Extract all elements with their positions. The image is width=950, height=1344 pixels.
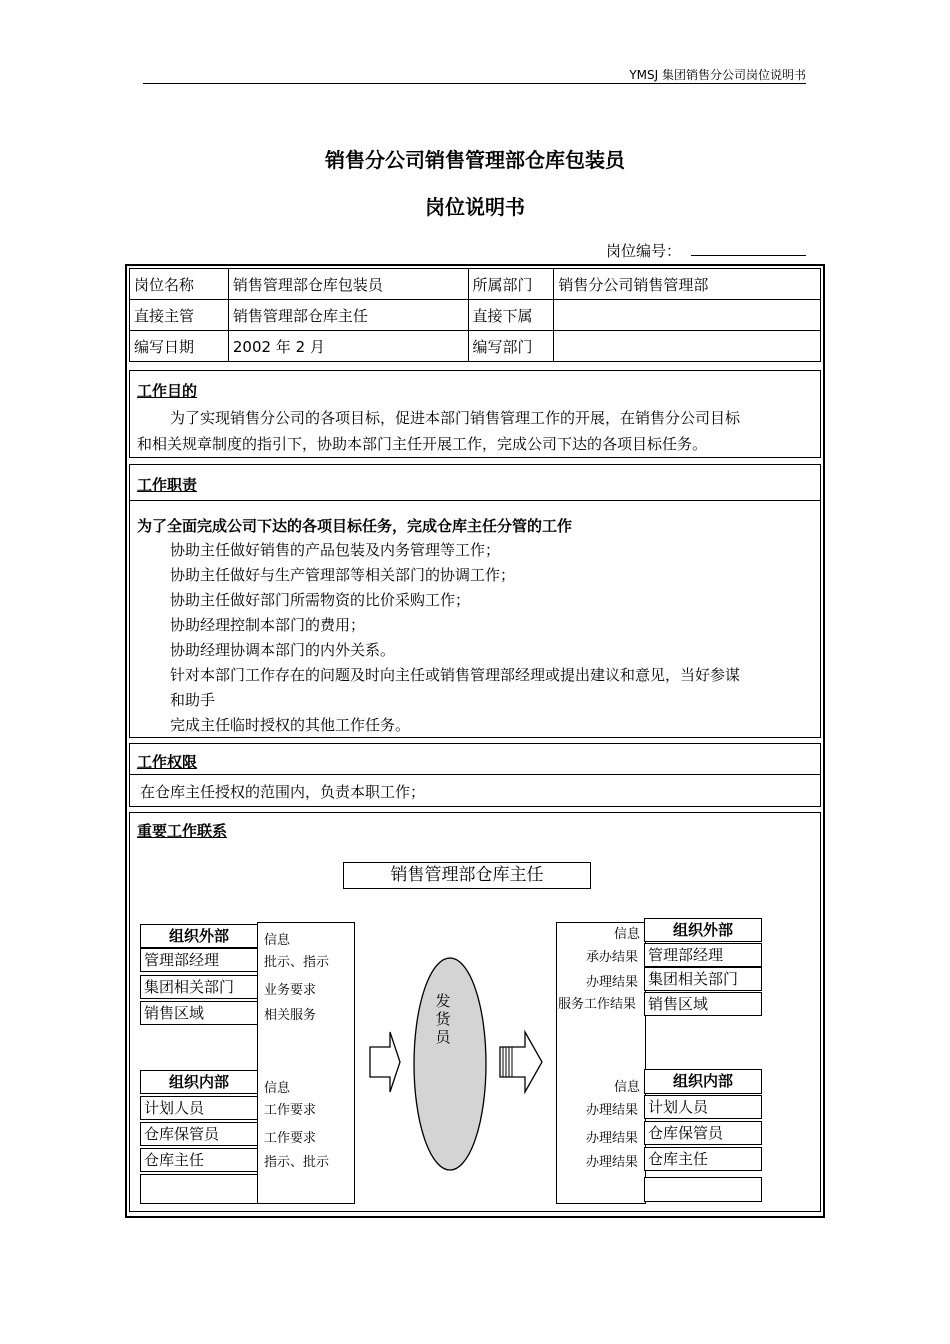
label-position-name: 岗位名称 <box>130 269 229 300</box>
duties-divider <box>129 500 821 501</box>
left-internal-empty-row <box>140 1174 258 1204</box>
right-external-head: 组织外部 <box>644 918 762 942</box>
flow-diagram <box>360 950 560 1180</box>
label-department: 所属部门 <box>468 269 554 300</box>
value-supervisor: 销售管理部仓库主任 <box>228 300 468 331</box>
right-arrow-icon <box>500 1032 542 1092</box>
duties-subtitle: 为了全面完成公司下达的各项目标任务，完成仓库主任分管的工作 <box>137 517 573 535</box>
right-internal-row: 计划人员 <box>644 1095 762 1119</box>
table-row <box>130 331 821 362</box>
right-internal-row: 仓库保管员 <box>644 1121 762 1145</box>
position-info-table <box>129 268 821 362</box>
left-external-note: 批示、指示 <box>264 955 330 970</box>
right-internal-head: 组织内部 <box>644 1069 762 1094</box>
right-external-note: 办理结果 <box>586 975 639 990</box>
position-code-blank <box>691 255 806 256</box>
duties-title: 工作职责 <box>137 476 198 494</box>
right-internal-note: 办理结果 <box>586 1103 639 1118</box>
left-internal-note: 指示、批示 <box>264 1155 330 1170</box>
left-arrow-icon <box>370 1032 400 1092</box>
value-written-date: 2002 年 2 月 <box>228 331 468 362</box>
purpose-line-2: 和相关规章制度的指引下，协助本部门主任开展工作，完成公司下达的各项目标任务。 <box>137 435 708 453</box>
left-external-row: 集团相关部门 <box>140 975 258 999</box>
left-internal-note: 工作要求 <box>264 1131 317 1146</box>
top-supervisor-box: 销售管理部仓库主任 <box>343 862 591 889</box>
right-external-note: 信息 <box>614 927 641 942</box>
authority-divider <box>129 774 821 775</box>
left-internal-row: 计划人员 <box>140 1096 258 1120</box>
label-subordinates: 直接下属 <box>468 300 554 331</box>
header-rule <box>143 83 806 84</box>
page-title: 销售分公司销售管理部仓库包装员 <box>325 148 625 172</box>
right-external-row: 管理部经理 <box>644 943 762 967</box>
left-internal-row: 仓库保管员 <box>140 1122 258 1146</box>
document-reference: YMSJ 集团销售分公司岗位说明书 <box>629 68 806 82</box>
left-external-row: 销售区域 <box>140 1001 258 1025</box>
purpose-title: 工作目的 <box>137 382 198 400</box>
value-department: 销售分公司销售管理部 <box>554 269 821 300</box>
right-internal-note: 办理结果 <box>586 1131 639 1146</box>
right-internal-row: 仓库主任 <box>644 1147 762 1171</box>
left-internal-note: 工作要求 <box>264 1103 317 1118</box>
left-external-head: 组织外部 <box>140 924 258 948</box>
page-subtitle: 岗位说明书 <box>425 195 525 219</box>
authority-text: 在仓库主任授权的范围内，负责本职工作； <box>140 783 426 801</box>
right-external-row: 集团相关部门 <box>644 967 762 991</box>
relations-title: 重要工作联系 <box>137 822 228 840</box>
center-role-label: 发货员 <box>435 992 451 1046</box>
value-subordinates <box>554 300 821 331</box>
table-row <box>130 269 821 300</box>
left-internal-head: 组织内部 <box>140 1070 258 1094</box>
right-internal-note: 信息 <box>614 1080 641 1095</box>
right-external-note: 承办结果 <box>586 950 639 965</box>
right-external-note: 服务工作结果 <box>558 997 637 1012</box>
left-external-note: 相关服务 <box>264 1008 317 1023</box>
right-external-row: 销售区域 <box>644 992 762 1016</box>
left-internal-note: 信息 <box>264 1081 291 1096</box>
left-internal-row: 仓库主任 <box>140 1148 258 1172</box>
left-external-note: 业务要求 <box>264 983 317 998</box>
right-internal-empty-row <box>644 1177 762 1202</box>
left-external-note: 信息 <box>264 933 291 948</box>
label-written-dept: 编写部门 <box>468 331 554 362</box>
value-written-dept <box>554 331 821 362</box>
value-position-name: 销售管理部仓库包装员 <box>228 269 468 300</box>
left-external-row: 管理部经理 <box>140 948 258 972</box>
label-written-date: 编写日期 <box>130 331 229 362</box>
authority-title: 工作权限 <box>137 753 198 771</box>
center-ellipse <box>414 958 486 1170</box>
purpose-line-1: 为了实现销售分公司的各项目标，促进本部门销售管理工作的开展，在销售分公司目标 <box>170 409 741 427</box>
label-supervisor: 直接主管 <box>130 300 229 331</box>
right-internal-note: 办理结果 <box>586 1155 639 1170</box>
table-row <box>130 300 821 331</box>
position-code-label: 岗位编号： <box>606 242 682 260</box>
